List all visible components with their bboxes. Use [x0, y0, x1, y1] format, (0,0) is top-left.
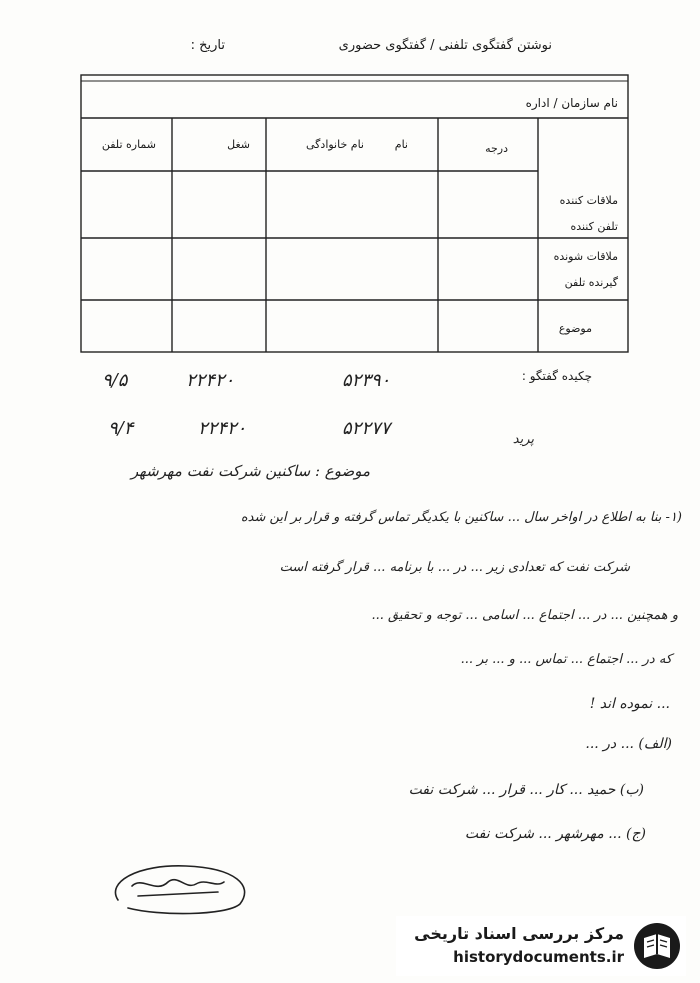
- col-occupation: شغل: [227, 138, 250, 151]
- phone-ext-2: ۲۲۴۲۰: [198, 418, 247, 439]
- handwritten-list-item: (ج) ... مهرشهر ... شرکت نفت: [464, 826, 646, 842]
- handwritten-body-line: (۱- بنا به اطلاع در اواخر سال ... ساکنین با یکدیگر تماس گرفته و قرار بر این شده: [240, 510, 682, 525]
- summary-label: چکیده گفتگو :: [521, 369, 592, 383]
- handwritten-note-above: پرید: [512, 432, 534, 447]
- handwritten-body-line: شرکت نفت که تعدادی زیر ... در ... با برنامه ... قرار گرفته است: [279, 560, 630, 575]
- col-first-name: نام: [394, 138, 408, 151]
- row-visited: ملاقات شونده: [553, 250, 618, 263]
- row-visitor: ملاقات کننده: [559, 194, 618, 207]
- conversation-form-table: [80, 74, 630, 354]
- row-caller: تلفن کننده: [570, 220, 618, 233]
- phone-time-2: ۹/۴: [108, 418, 134, 439]
- archive-name: مرکز بررسی اسناد تاریخی: [414, 924, 624, 943]
- phone-time-1: ۹/۵: [102, 370, 128, 391]
- org-label: نام سازمان / اداره: [525, 96, 618, 110]
- handwritten-subject: موضوع : ساکنین شرکت نفت مهرشهر: [130, 462, 370, 480]
- row-subject: موضوع: [558, 322, 592, 335]
- row-receiver: گیرنده تلفن: [564, 276, 618, 289]
- archive-logo-icon: [632, 920, 682, 972]
- handwritten-body-line: و همچنین ... در ... اجتماع ... اسامی ... توجه و تحقیق ...: [371, 608, 678, 623]
- archive-url: historydocuments.ir: [453, 948, 624, 966]
- form-header: [0, 38, 700, 62]
- signature-stroke: [98, 856, 258, 918]
- signature: [98, 856, 258, 918]
- archive-watermark: [396, 916, 686, 976]
- col-rank: درجه: [485, 142, 508, 155]
- handwritten-list-item: (الف) ... در ...: [585, 736, 672, 752]
- col-phone-number: شماره تلفن: [101, 138, 156, 151]
- phone-number-2: ۵۲۲۷۷: [342, 418, 391, 439]
- form-table-grid: [80, 74, 630, 354]
- col-family-name: نام خانوادگی: [306, 138, 364, 151]
- date-label: تاریخ :: [190, 38, 225, 53]
- handwritten-list-item: (ب) حمید ... کار ... قرار ... شرکت نفت: [408, 782, 644, 798]
- form-title: نوشتن گفتگوی تلفنی / گفتگوی حضوری: [338, 38, 552, 53]
- handwritten-body-line: ... نموده اند !: [589, 696, 670, 712]
- phone-ext-1: ۲۲۴۲۰: [186, 370, 235, 391]
- handwritten-body-line: که در ... اجتماع ... تماس ... و ... بر ...: [460, 652, 672, 667]
- phone-number-1: ۵۲۳۹۰: [342, 370, 391, 391]
- signature-text: [98, 856, 99, 857]
